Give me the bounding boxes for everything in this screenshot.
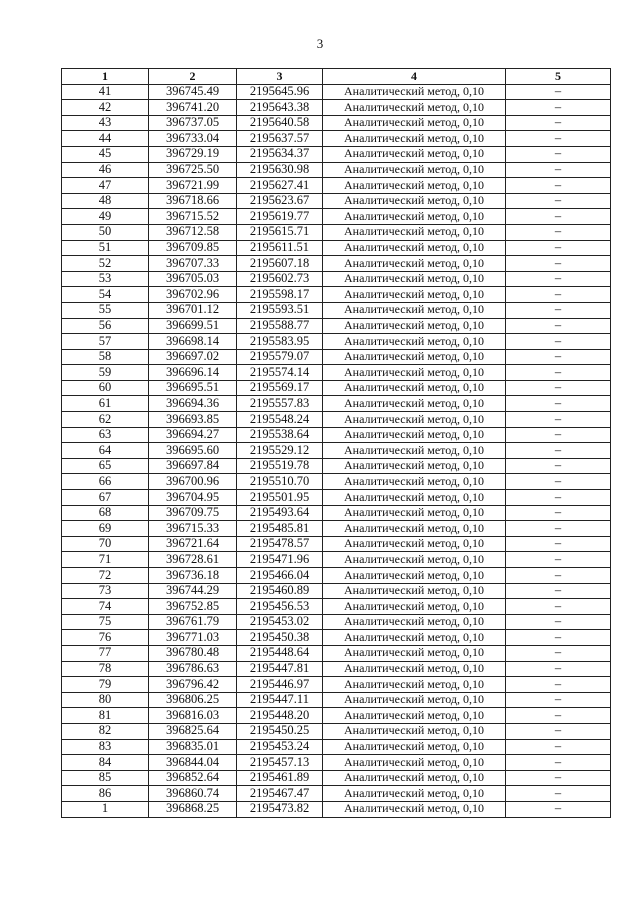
table-row (62, 708, 611, 724)
y-coordinate-cell: 2195453.24 (237, 739, 323, 755)
x-coordinate-cell: 396718.66 (149, 193, 237, 209)
y-coordinate-cell: 2195557.83 (237, 396, 323, 412)
y-coordinate-cell: 2195615.71 (237, 224, 323, 240)
x-coordinate-cell: 396699.51 (149, 318, 237, 334)
y-coordinate-cell: 2195619.77 (237, 209, 323, 225)
column-header-1: 1 (62, 69, 149, 85)
y-coordinate-cell: 2195447.11 (237, 692, 323, 708)
x-coordinate-cell: 396868.25 (149, 801, 237, 817)
method-cell: Аналитический метод, 0,10 (323, 240, 506, 256)
point-number-cell: 81 (62, 708, 149, 724)
point-number-cell: 74 (62, 599, 149, 615)
x-coordinate-cell: 396825.64 (149, 723, 237, 739)
method-cell: Аналитический метод, 0,10 (323, 443, 506, 459)
table-row (62, 505, 611, 521)
method-cell: Аналитический метод, 0,10 (323, 146, 506, 162)
method-cell: Аналитический метод, 0,10 (323, 801, 506, 817)
point-number-cell: 79 (62, 677, 149, 693)
point-number-cell: 51 (62, 240, 149, 256)
point-number-cell: 80 (62, 692, 149, 708)
table-row (62, 770, 611, 786)
y-coordinate-cell: 2195473.82 (237, 801, 323, 817)
note-cell: – (506, 474, 611, 490)
table-row (62, 474, 611, 490)
x-coordinate-cell: 396761.79 (149, 614, 237, 630)
y-coordinate-cell: 2195548.24 (237, 412, 323, 428)
table-row (62, 256, 611, 272)
note-cell: – (506, 318, 611, 334)
method-cell: Аналитический метод, 0,10 (323, 505, 506, 521)
note-cell: – (506, 801, 611, 817)
point-number-cell: 67 (62, 490, 149, 506)
y-coordinate-cell: 2195579.07 (237, 349, 323, 365)
table-row (62, 490, 611, 506)
y-coordinate-cell: 2195645.96 (237, 84, 323, 100)
x-coordinate-cell: 396712.58 (149, 224, 237, 240)
point-number-cell: 45 (62, 146, 149, 162)
y-coordinate-cell: 2195493.64 (237, 505, 323, 521)
point-number-cell: 71 (62, 552, 149, 568)
table-row (62, 100, 611, 116)
note-cell: – (506, 443, 611, 459)
point-number-cell: 50 (62, 224, 149, 240)
table-row (62, 677, 611, 693)
method-cell: Аналитический метод, 0,10 (323, 723, 506, 739)
table-row (62, 786, 611, 802)
x-coordinate-cell: 396737.05 (149, 115, 237, 131)
y-coordinate-cell: 2195640.58 (237, 115, 323, 131)
method-cell: Аналитический метод, 0,10 (323, 755, 506, 771)
note-cell: – (506, 536, 611, 552)
point-number-cell: 78 (62, 661, 149, 677)
note-cell: – (506, 349, 611, 365)
table-row (62, 443, 611, 459)
method-cell: Аналитический метод, 0,10 (323, 645, 506, 661)
y-coordinate-cell: 2195456.53 (237, 599, 323, 615)
note-cell: – (506, 599, 611, 615)
point-number-cell: 1 (62, 801, 149, 817)
x-coordinate-cell: 396702.96 (149, 287, 237, 303)
method-cell: Аналитический метод, 0,10 (323, 770, 506, 786)
method-cell: Аналитический метод, 0,10 (323, 349, 506, 365)
method-cell: Аналитический метод, 0,10 (323, 178, 506, 194)
point-number-cell: 61 (62, 396, 149, 412)
method-cell: Аналитический метод, 0,10 (323, 599, 506, 615)
table-row (62, 568, 611, 584)
x-coordinate-cell: 396725.50 (149, 162, 237, 178)
point-number-cell: 76 (62, 630, 149, 646)
point-number-cell: 46 (62, 162, 149, 178)
table-row (62, 552, 611, 568)
note-cell: – (506, 240, 611, 256)
y-coordinate-cell: 2195611.51 (237, 240, 323, 256)
y-coordinate-cell: 2195583.95 (237, 334, 323, 350)
column-header-3: 3 (237, 69, 323, 85)
x-coordinate-cell: 396695.60 (149, 443, 237, 459)
y-coordinate-cell: 2195630.98 (237, 162, 323, 178)
point-number-cell: 82 (62, 723, 149, 739)
y-coordinate-cell: 2195627.41 (237, 178, 323, 194)
y-coordinate-cell: 2195448.20 (237, 708, 323, 724)
note-cell: – (506, 645, 611, 661)
x-coordinate-cell: 396695.51 (149, 380, 237, 396)
y-coordinate-cell: 2195588.77 (237, 318, 323, 334)
note-cell: – (506, 256, 611, 272)
note-cell: – (506, 302, 611, 318)
method-cell: Аналитический метод, 0,10 (323, 677, 506, 693)
y-coordinate-cell: 2195457.13 (237, 755, 323, 771)
table-row (62, 302, 611, 318)
point-number-cell: 56 (62, 318, 149, 334)
note-cell: – (506, 115, 611, 131)
x-coordinate-cell: 396693.85 (149, 412, 237, 428)
point-number-cell: 73 (62, 583, 149, 599)
note-cell: – (506, 427, 611, 443)
table-row (62, 396, 611, 412)
y-coordinate-cell: 2195447.81 (237, 661, 323, 677)
y-coordinate-cell: 2195623.67 (237, 193, 323, 209)
x-coordinate-cell: 396709.75 (149, 505, 237, 521)
y-coordinate-cell: 2195461.89 (237, 770, 323, 786)
y-coordinate-cell: 2195529.12 (237, 443, 323, 459)
note-cell: – (506, 224, 611, 240)
method-cell: Аналитический метод, 0,10 (323, 692, 506, 708)
note-cell: – (506, 146, 611, 162)
point-number-cell: 86 (62, 786, 149, 802)
table-row (62, 287, 611, 303)
table-row (62, 334, 611, 350)
point-number-cell: 65 (62, 458, 149, 474)
note-cell: – (506, 365, 611, 381)
method-cell: Аналитический метод, 0,10 (323, 614, 506, 630)
method-cell: Аналитический метод, 0,10 (323, 287, 506, 303)
x-coordinate-cell: 396701.12 (149, 302, 237, 318)
point-number-cell: 72 (62, 568, 149, 584)
x-coordinate-cell: 396704.95 (149, 490, 237, 506)
method-cell: Аналитический метод, 0,10 (323, 661, 506, 677)
x-coordinate-cell: 396816.03 (149, 708, 237, 724)
point-number-cell: 55 (62, 302, 149, 318)
x-coordinate-cell: 396744.29 (149, 583, 237, 599)
method-cell: Аналитический метод, 0,10 (323, 334, 506, 350)
note-cell: – (506, 521, 611, 537)
table-row (62, 115, 611, 131)
y-coordinate-cell: 2195519.78 (237, 458, 323, 474)
table-row (62, 599, 611, 615)
point-number-cell: 70 (62, 536, 149, 552)
table-row (62, 380, 611, 396)
method-cell: Аналитический метод, 0,10 (323, 474, 506, 490)
table-row (62, 614, 611, 630)
point-number-cell: 77 (62, 645, 149, 661)
table-row (62, 84, 611, 100)
point-number-cell: 75 (62, 614, 149, 630)
note-cell: – (506, 677, 611, 693)
x-coordinate-cell: 396728.61 (149, 552, 237, 568)
x-coordinate-cell: 396709.85 (149, 240, 237, 256)
table-row (62, 427, 611, 443)
x-coordinate-cell: 396721.64 (149, 536, 237, 552)
note-cell: – (506, 786, 611, 802)
x-coordinate-cell: 396796.42 (149, 677, 237, 693)
x-coordinate-cell: 396721.99 (149, 178, 237, 194)
y-coordinate-cell: 2195602.73 (237, 271, 323, 287)
point-number-cell: 53 (62, 271, 149, 287)
method-cell: Аналитический метод, 0,10 (323, 318, 506, 334)
method-cell: Аналитический метод, 0,10 (323, 209, 506, 225)
method-cell: Аналитический метод, 0,10 (323, 84, 506, 100)
method-cell: Аналитический метод, 0,10 (323, 458, 506, 474)
note-cell: – (506, 100, 611, 116)
method-cell: Аналитический метод, 0,10 (323, 739, 506, 755)
method-cell: Аналитический метод, 0,10 (323, 100, 506, 116)
table-row (62, 240, 611, 256)
method-cell: Аналитический метод, 0,10 (323, 131, 506, 147)
point-number-cell: 49 (62, 209, 149, 225)
note-cell: – (506, 287, 611, 303)
y-coordinate-cell: 2195453.02 (237, 614, 323, 630)
table-row (62, 458, 611, 474)
method-cell: Аналитический метод, 0,10 (323, 521, 506, 537)
x-coordinate-cell: 396694.36 (149, 396, 237, 412)
note-cell: – (506, 630, 611, 646)
y-coordinate-cell: 2195448.64 (237, 645, 323, 661)
point-number-cell: 58 (62, 349, 149, 365)
y-coordinate-cell: 2195538.64 (237, 427, 323, 443)
method-cell: Аналитический метод, 0,10 (323, 490, 506, 506)
point-number-cell: 42 (62, 100, 149, 116)
coordinates-table (61, 68, 611, 818)
x-coordinate-cell: 396771.03 (149, 630, 237, 646)
note-cell: – (506, 193, 611, 209)
x-coordinate-cell: 396733.04 (149, 131, 237, 147)
page-number: 3 (316, 36, 324, 51)
note-cell: – (506, 770, 611, 786)
y-coordinate-cell: 2195607.18 (237, 256, 323, 272)
point-number-cell: 52 (62, 256, 149, 272)
point-number-cell: 54 (62, 287, 149, 303)
point-number-cell: 47 (62, 178, 149, 194)
note-cell: – (506, 505, 611, 521)
point-number-cell: 83 (62, 739, 149, 755)
x-coordinate-cell: 396729.19 (149, 146, 237, 162)
y-coordinate-cell: 2195467.47 (237, 786, 323, 802)
y-coordinate-cell: 2195460.89 (237, 583, 323, 599)
point-number-cell: 41 (62, 84, 149, 100)
y-coordinate-cell: 2195637.57 (237, 131, 323, 147)
note-cell: – (506, 490, 611, 506)
note-cell: – (506, 661, 611, 677)
point-number-cell: 60 (62, 380, 149, 396)
column-header-2: 2 (149, 69, 237, 85)
table-row (62, 521, 611, 537)
y-coordinate-cell: 2195634.37 (237, 146, 323, 162)
method-cell: Аналитический метод, 0,10 (323, 193, 506, 209)
point-number-cell: 44 (62, 131, 149, 147)
x-coordinate-cell: 396736.18 (149, 568, 237, 584)
x-coordinate-cell: 396694.27 (149, 427, 237, 443)
x-coordinate-cell: 396780.48 (149, 645, 237, 661)
y-coordinate-cell: 2195466.04 (237, 568, 323, 584)
note-cell: – (506, 583, 611, 599)
note-cell: – (506, 162, 611, 178)
point-number-cell: 62 (62, 412, 149, 428)
x-coordinate-cell: 396715.33 (149, 521, 237, 537)
y-coordinate-cell: 2195450.38 (237, 630, 323, 646)
method-cell: Аналитический метод, 0,10 (323, 271, 506, 287)
point-number-cell: 59 (62, 365, 149, 381)
point-number-cell: 63 (62, 427, 149, 443)
note-cell: – (506, 131, 611, 147)
method-cell: Аналитический метод, 0,10 (323, 708, 506, 724)
table-row (62, 645, 611, 661)
table-row (62, 271, 611, 287)
note-cell: – (506, 334, 611, 350)
method-cell: Аналитический метод, 0,10 (323, 396, 506, 412)
note-cell: – (506, 568, 611, 584)
note-cell: – (506, 614, 611, 630)
x-coordinate-cell: 396752.85 (149, 599, 237, 615)
note-cell: – (506, 209, 611, 225)
x-coordinate-cell: 396697.84 (149, 458, 237, 474)
point-number-cell: 68 (62, 505, 149, 521)
table-row (62, 178, 611, 194)
note-cell: – (506, 723, 611, 739)
y-coordinate-cell: 2195501.95 (237, 490, 323, 506)
y-coordinate-cell: 2195478.57 (237, 536, 323, 552)
note-cell: – (506, 552, 611, 568)
x-coordinate-cell: 396741.20 (149, 100, 237, 116)
table-row (62, 739, 611, 755)
note-cell: – (506, 458, 611, 474)
point-number-cell: 66 (62, 474, 149, 490)
table-row (62, 692, 611, 708)
table-row (62, 146, 611, 162)
note-cell: – (506, 380, 611, 396)
method-cell: Аналитический метод, 0,10 (323, 786, 506, 802)
point-number-cell: 85 (62, 770, 149, 786)
note-cell: – (506, 708, 611, 724)
table-row (62, 536, 611, 552)
method-cell: Аналитический метод, 0,10 (323, 380, 506, 396)
point-number-cell: 57 (62, 334, 149, 350)
table-row (62, 661, 611, 677)
table-row (62, 209, 611, 225)
y-coordinate-cell: 2195450.25 (237, 723, 323, 739)
table-body (62, 84, 611, 817)
x-coordinate-cell: 396698.14 (149, 334, 237, 350)
x-coordinate-cell: 396705.03 (149, 271, 237, 287)
y-coordinate-cell: 2195569.17 (237, 380, 323, 396)
note-cell: – (506, 396, 611, 412)
y-coordinate-cell: 2195510.70 (237, 474, 323, 490)
x-coordinate-cell: 396745.49 (149, 84, 237, 100)
point-number-cell: 84 (62, 755, 149, 771)
x-coordinate-cell: 396696.14 (149, 365, 237, 381)
x-coordinate-cell: 396697.02 (149, 349, 237, 365)
method-cell: Аналитический метод, 0,10 (323, 115, 506, 131)
table-row (62, 131, 611, 147)
y-coordinate-cell: 2195446.97 (237, 677, 323, 693)
method-cell: Аналитический метод, 0,10 (323, 256, 506, 272)
method-cell: Аналитический метод, 0,10 (323, 162, 506, 178)
table-row (62, 318, 611, 334)
y-coordinate-cell: 2195485.81 (237, 521, 323, 537)
method-cell: Аналитический метод, 0,10 (323, 427, 506, 443)
table-row (62, 365, 611, 381)
x-coordinate-cell: 396844.04 (149, 755, 237, 771)
method-cell: Аналитический метод, 0,10 (323, 412, 506, 428)
x-coordinate-cell: 396806.25 (149, 692, 237, 708)
table-row (62, 723, 611, 739)
method-cell: Аналитический метод, 0,10 (323, 568, 506, 584)
note-cell: – (506, 739, 611, 755)
note-cell: – (506, 178, 611, 194)
x-coordinate-cell: 396786.63 (149, 661, 237, 677)
note-cell: – (506, 412, 611, 428)
method-cell: Аналитический метод, 0,10 (323, 630, 506, 646)
table-row (62, 630, 611, 646)
method-cell: Аналитический метод, 0,10 (323, 552, 506, 568)
note-cell: – (506, 755, 611, 771)
point-number-cell: 48 (62, 193, 149, 209)
method-cell: Аналитический метод, 0,10 (323, 365, 506, 381)
table-row (62, 162, 611, 178)
table-header-row (62, 69, 611, 85)
note-cell: – (506, 271, 611, 287)
column-header-4: 4 (323, 69, 506, 85)
x-coordinate-cell: 396715.52 (149, 209, 237, 225)
column-header-5: 5 (506, 69, 611, 85)
x-coordinate-cell: 396700.96 (149, 474, 237, 490)
y-coordinate-cell: 2195593.51 (237, 302, 323, 318)
table-row (62, 193, 611, 209)
method-cell: Аналитический метод, 0,10 (323, 224, 506, 240)
x-coordinate-cell: 396707.33 (149, 256, 237, 272)
y-coordinate-cell: 2195471.96 (237, 552, 323, 568)
table-row (62, 224, 611, 240)
method-cell: Аналитический метод, 0,10 (323, 583, 506, 599)
table-row (62, 801, 611, 817)
note-cell: – (506, 84, 611, 100)
table-row (62, 349, 611, 365)
point-number-cell: 43 (62, 115, 149, 131)
point-number-cell: 69 (62, 521, 149, 537)
y-coordinate-cell: 2195574.14 (237, 365, 323, 381)
y-coordinate-cell: 2195598.17 (237, 287, 323, 303)
x-coordinate-cell: 396852.64 (149, 770, 237, 786)
table-row (62, 412, 611, 428)
note-cell: – (506, 692, 611, 708)
x-coordinate-cell: 396835.01 (149, 739, 237, 755)
point-number-cell: 64 (62, 443, 149, 459)
method-cell: Аналитический метод, 0,10 (323, 302, 506, 318)
method-cell: Аналитический метод, 0,10 (323, 536, 506, 552)
x-coordinate-cell: 396860.74 (149, 786, 237, 802)
table-row (62, 583, 611, 599)
y-coordinate-cell: 2195643.38 (237, 100, 323, 116)
table-row (62, 755, 611, 771)
